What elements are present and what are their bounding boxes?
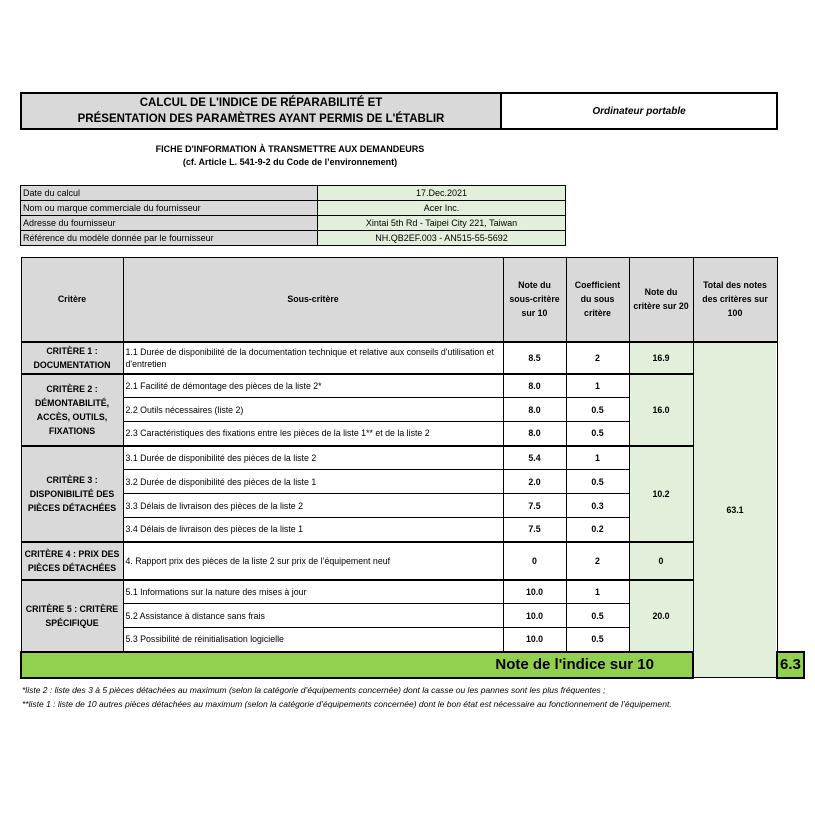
col-header-note-sous: Note du sous-critère sur 10 (503, 258, 566, 342)
subcriterion-label: 2.2 Outils nécessaires (liste 2) (123, 398, 503, 422)
subcriterion-coef: 0.3 (566, 494, 629, 518)
subcriterion-coef: 0.5 (566, 470, 629, 494)
subcriterion-coef: 0.2 (566, 518, 629, 542)
report-title (20, 92, 502, 130)
table-row (21, 580, 804, 604)
subcriterion-note: 8.0 (503, 422, 566, 446)
col-header-note-critere: Note du critère sur 20 (629, 258, 693, 342)
col-header-sous-critere: Sous-critère (123, 258, 503, 342)
header-row (21, 258, 804, 342)
total-score-100: 63.1 (693, 342, 777, 678)
info-row (21, 186, 566, 201)
title-line-1: CALCUL DE L'INDICE DE RÉPARABILITÉ ET (139, 97, 383, 109)
subcriterion-coef: 0.5 (566, 422, 629, 446)
info-value: Xintai 5th Rd - Taipei City 221, Taiwan (318, 216, 566, 231)
subcriterion-label: 5.1 Informations sur la nature des mises à jour (123, 580, 503, 604)
info-row (21, 231, 566, 246)
subcriterion-note: 5.4 (503, 446, 566, 470)
criterion-1-name: CRITÈRE 1 : DOCUMENTATION (21, 342, 123, 374)
subcriterion-coef: 2 (566, 542, 629, 580)
table-row (21, 342, 804, 374)
col-header-critere: Critère (21, 258, 123, 342)
criterion-1-score: 16.9 (629, 342, 693, 374)
criterion-4-name: CRITÈRE 4 : PRIX DES PIÈCES DÉTACHÉES (21, 542, 123, 580)
fiche-heading (20, 143, 560, 169)
footnote-liste-1: **liste 1 : liste de 10 autres pièces détachées au maximum (selon la catégorie d’équipements concernée) dont le bon état est nécessaire au fonctionnement de l’équipement. (22, 699, 672, 709)
supplier-info-table (20, 185, 566, 246)
table-row (21, 542, 804, 580)
product-type: Ordinateur portable (502, 92, 778, 130)
subcriterion-coef: 0.5 (566, 604, 629, 628)
subcriterion-note: 10.0 (503, 604, 566, 628)
subcriterion-note: 7.5 (503, 494, 566, 518)
subcriterion-label: 3.1 Durée de disponibilité des pièces de la liste 2 (123, 446, 503, 470)
subcriterion-coef: 1 (566, 580, 629, 604)
info-value: NH.QB2EF.003 - AN515-55-5692 (318, 231, 566, 246)
criterion-2-name: CRITÈRE 2 : DÉMONTABILITÉ, ACCÈS, OUTILS, FIXATIONS (21, 374, 123, 446)
criterion-4-score: 0 (629, 542, 693, 580)
subcriterion-label: 3.2 Durée de disponibilité des pièces de la liste 1 (123, 470, 503, 494)
subcriterion-label: 3.3 Délais de livraison des pièces de la liste 2 (123, 494, 503, 518)
final-score-label: Note de l'indice sur 10 (21, 652, 693, 678)
info-label: Adresse du fournisseur (21, 216, 318, 231)
subcriterion-note: 0 (503, 542, 566, 580)
subcriterion-note: 7.5 (503, 518, 566, 542)
subcriterion-note: 10.0 (503, 628, 566, 652)
fiche-line-2: (cf. Article L. 541-9-2 du Code de l’environnement) (182, 157, 398, 167)
footnote-liste-2: *liste 2 : liste des 3 à 5 pièces détachées au maximum (selon la catégorie d’équipements concernée) dont la casse ou les pannes sont les plus fréquentes ; (22, 685, 606, 695)
subcriterion-label: 5.2 Assistance à distance sans frais (123, 604, 503, 628)
table-row (21, 374, 804, 398)
subcriterion-label: 3.4 Délais de livraison des pièces de la liste 1 (123, 518, 503, 542)
info-label: Date du calcul (21, 186, 318, 201)
subcriterion-label: 1.1 Durée de disponibilité de la documentation technique et relative aux conseils d'utilisation et d'entretien (123, 342, 503, 374)
criterion-3-score: 10.2 (629, 446, 693, 542)
subcriterion-label: 5.3 Possibilité de réinitialisation logicielle (123, 628, 503, 652)
info-value: 17.Dec.2021 (318, 186, 566, 201)
subcriterion-coef: 1 (566, 374, 629, 398)
subcriterion-label: 4. Rapport prix des pièces de la liste 2 sur prix de l’équipement neuf (123, 542, 503, 580)
subcriterion-note: 8.0 (503, 374, 566, 398)
title-line-2: PRÉSENTATION DES PARAMÈTRES AYANT PERMIS DE L'ÉTABLIR (77, 113, 445, 125)
col-header-coef: Coefficient du sous critère (566, 258, 629, 342)
subcriterion-note: 8.0 (503, 398, 566, 422)
final-score-row (21, 652, 804, 678)
criterion-2-score: 16.0 (629, 374, 693, 446)
final-score-value: 6.3 (777, 652, 804, 678)
subcriterion-label: 2.1 Facilité de démontage des pièces de la liste 2* (123, 374, 503, 398)
subcriterion-coef: 0.5 (566, 628, 629, 652)
col-header-total: Total des notes des critères sur 100 (693, 258, 777, 342)
info-row (21, 201, 566, 216)
score-table (20, 257, 805, 679)
fiche-line-1: FICHE D'INFORMATION À TRANSMETTRE AUX DEMANDEURS (155, 144, 425, 154)
info-label: Référence du modèle donnée par le fournisseur (21, 231, 318, 246)
subcriterion-note: 2.0 (503, 470, 566, 494)
subcriterion-coef: 1 (566, 446, 629, 470)
criterion-5-score: 20.0 (629, 580, 693, 652)
info-value: Acer Inc. (318, 201, 566, 216)
subcriterion-coef: 0.5 (566, 398, 629, 422)
table-row (21, 446, 804, 470)
criterion-3-name: CRITÈRE 3 : DISPONIBILITÉ DES PIÈCES DÉTACHÉES (21, 446, 123, 542)
criterion-5-name: CRITÈRE 5 : CRITÈRE SPÉCIFIQUE (21, 580, 123, 652)
subcriterion-label: 2.3 Caractéristiques des fixations entre les pièces de la liste 1** et de la liste 2 (123, 422, 503, 446)
subcriterion-note: 10.0 (503, 580, 566, 604)
subcriterion-coef: 2 (566, 342, 629, 374)
info-label: Nom ou marque commerciale du fournisseur (21, 201, 318, 216)
subcriterion-note: 8.5 (503, 342, 566, 374)
info-row (21, 216, 566, 231)
